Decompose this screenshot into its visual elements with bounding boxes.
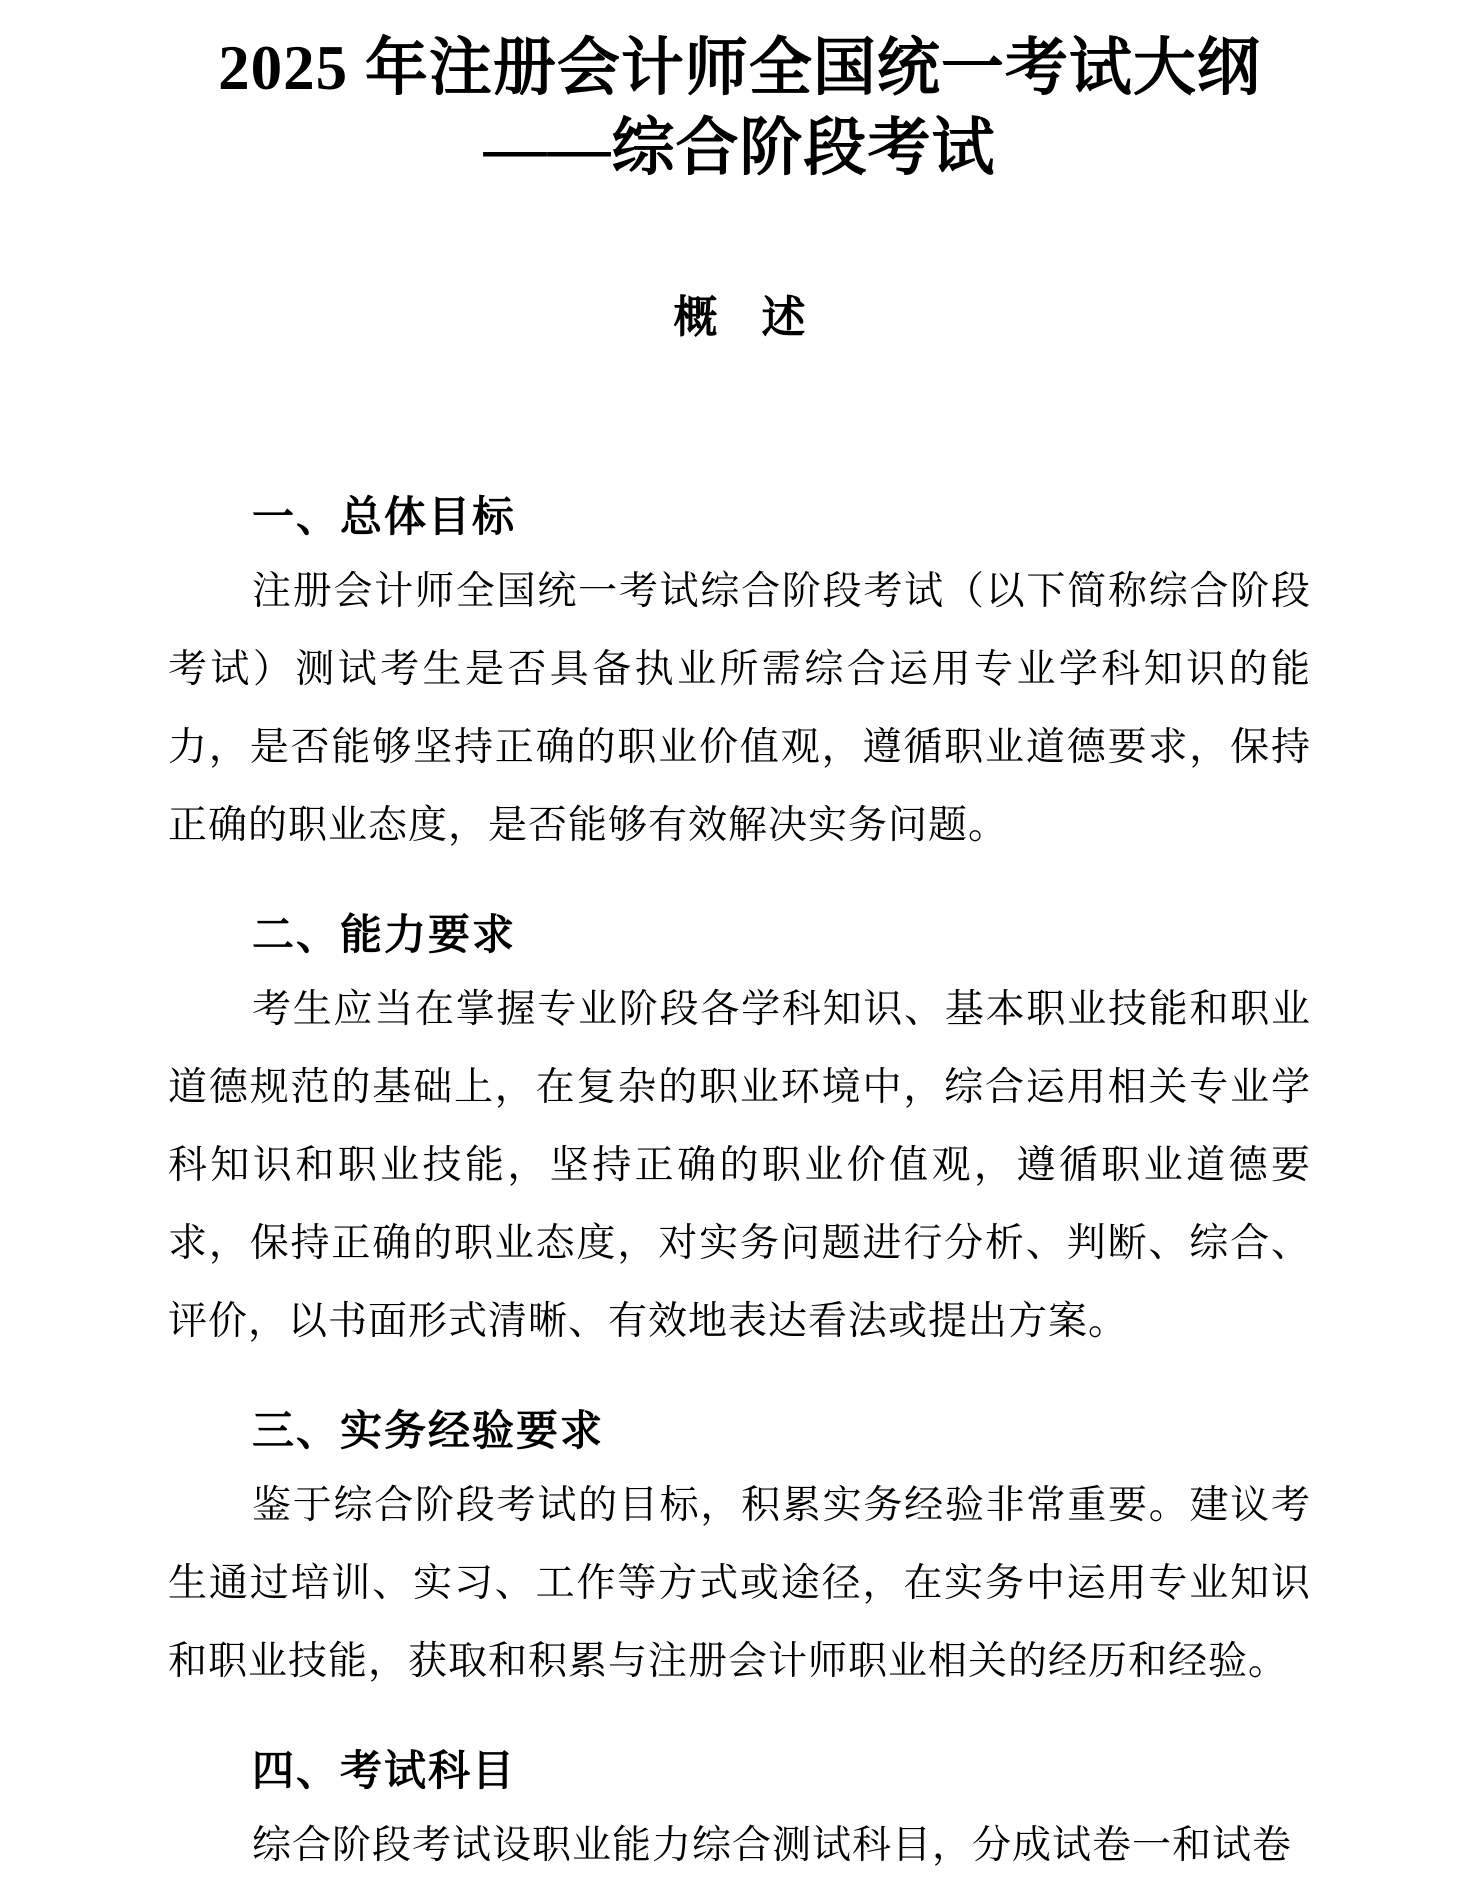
- document-title: [168, 28, 1311, 188]
- document-title-line2: ——综合阶段考试: [483, 113, 996, 183]
- section-paragraph-practical-experience: 鉴于综合阶段考试的目标，积累实务经验非常重要。建议考生通过培训、实习、工作等方式或途径，在实务中运用专业知识和职业技能，获取和积累与注册会计师职业相关的经历和经验。: [168, 1484, 1311, 1683]
- section-paragraph-ability-requirements: 考生应当在掌握专业阶段各学科知识、基本职业技能和职业道德规范的基础上，在复杂的职业环境中，综合运用相关专业学科知识和职业技能，坚持正确的职业价值观，遵循职业道德要求，保持正确的职业态度，对实务问题进行分析、判断、综合、评价，以书面形式清晰、有效地表达看法或提出方案。: [168, 988, 1311, 1343]
- section-paragraph-exam-subjects: 综合阶段考试设职业能力综合测试科目，分成试卷一和试卷: [252, 1824, 1293, 1867]
- section-heading-practical-experience: 三、实务经验要求: [252, 1407, 605, 1454]
- section-heading-ability-requirements: 二、能力要求: [252, 911, 517, 958]
- overview-heading: 概 述: [673, 293, 806, 342]
- section-heading-exam-subjects: 四、考试科目: [252, 1747, 517, 1794]
- section-heading-general-goal: 一、总体目标: [252, 493, 517, 540]
- document-title-line1: 2025 年注册会计师全国统一考试大纲: [218, 33, 1261, 103]
- section-paragraph-general-goal: 注册会计师全国统一考试综合阶段考试（以下简称综合阶段考试）测试考生是否具备执业所需综合运用专业学科知识的能力，是否能够坚持正确的职业价值观，遵循职业道德要求，保持正确的职业态度，是否能够有效解决实务问题。: [168, 570, 1311, 847]
